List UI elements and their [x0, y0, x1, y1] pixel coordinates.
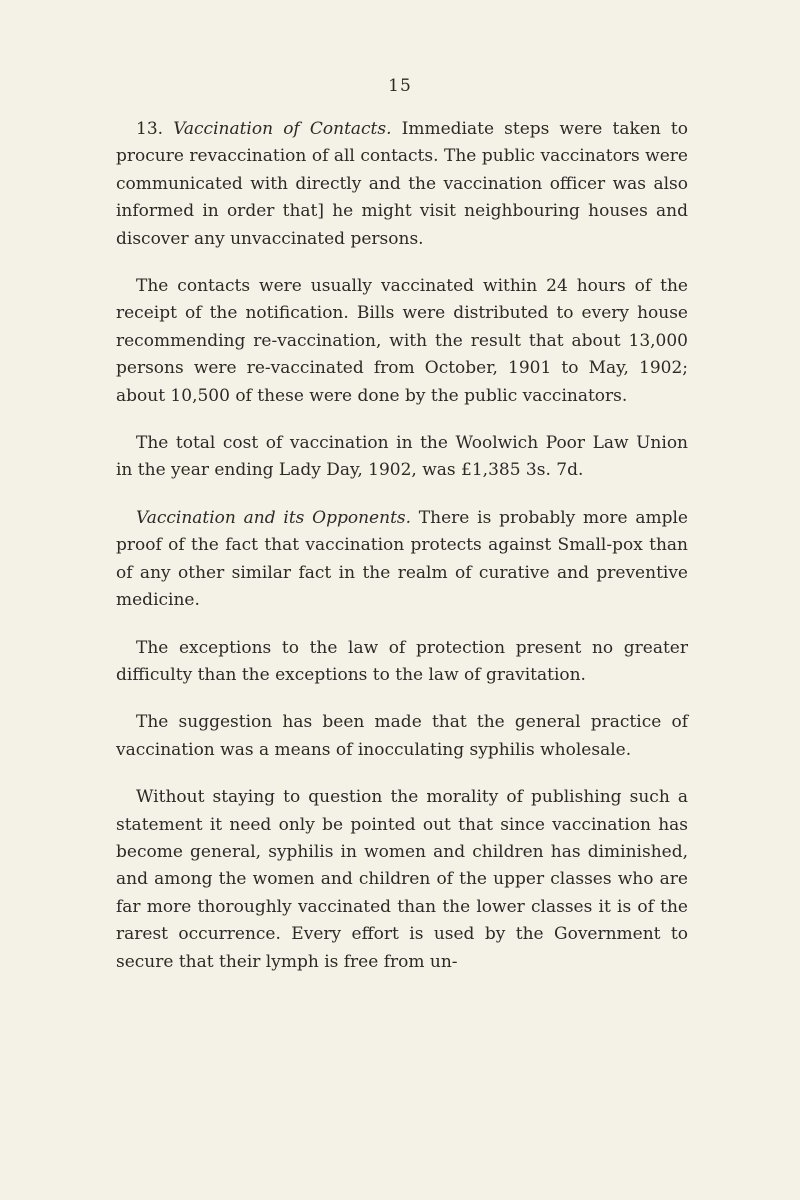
section-heading: Vaccination and its Opponents.	[136, 507, 412, 528]
paragraph-text: The exceptions to the law of protection present no greater difficulty than the exceptions to the law of gravitation.	[116, 637, 688, 685]
paragraph-text: Immediate steps were taken to procure revaccination of all contacts. The public vaccinators were communicated with directly and the vaccination officer was also informed in order that] he might visit neighbouring houses and discover any unvaccinated persons.	[116, 119, 688, 249]
paragraph-text: Without staying to question the morality of publishing such a statement it need only be pointed out that since vaccination has become general, syphilis in women and children has diminished, and among the women and children of the upper classes who are far more thoroughly vaccinated than the lower classes it is of the rarest occurrence. Every effort is used by the Government to secure that their lymph is free from un-	[116, 787, 688, 972]
paragraph-text: The suggestion has been made that the general practice of vaccination was a means of inocculating syphilis wholesale.	[116, 712, 688, 760]
section-heading: Vaccination of Contacts.	[173, 119, 392, 139]
paragraph-vaccination-of-contacts	[116, 116, 688, 253]
paragraph-vaccination-opponents	[116, 505, 688, 615]
paragraph-text: The total cost of vaccination in the Woolwich Poor Law Union in the year ending Lady Day, 1902, was £1,385 3s. 7d.	[116, 433, 688, 481]
paragraph-text: There is probably more ample proof of the fact that vaccination protects against Small-pox than of any other similar fact in the realm of curative and preventive medicine.	[116, 507, 688, 611]
paragraph-exceptions	[116, 635, 688, 690]
section-number: 13.	[136, 119, 174, 139]
paragraph-suggestion	[116, 709, 688, 764]
paragraph-total-cost	[116, 430, 688, 485]
paragraph-without-staying	[116, 784, 688, 976]
paragraph-text: The contacts were usually vaccinated within 24 hours of the receipt of the notification. Bills were distributed to every house recommending re-vaccination, with the result that about 13,000 persons were re-vaccinated from October, 1901 to May, 1902; about 10,500 of these were done by the public vaccinators.	[116, 276, 688, 406]
page-number: 15	[388, 76, 412, 96]
paragraph-contacts-vaccinated	[116, 273, 688, 410]
body-text	[116, 116, 688, 995]
